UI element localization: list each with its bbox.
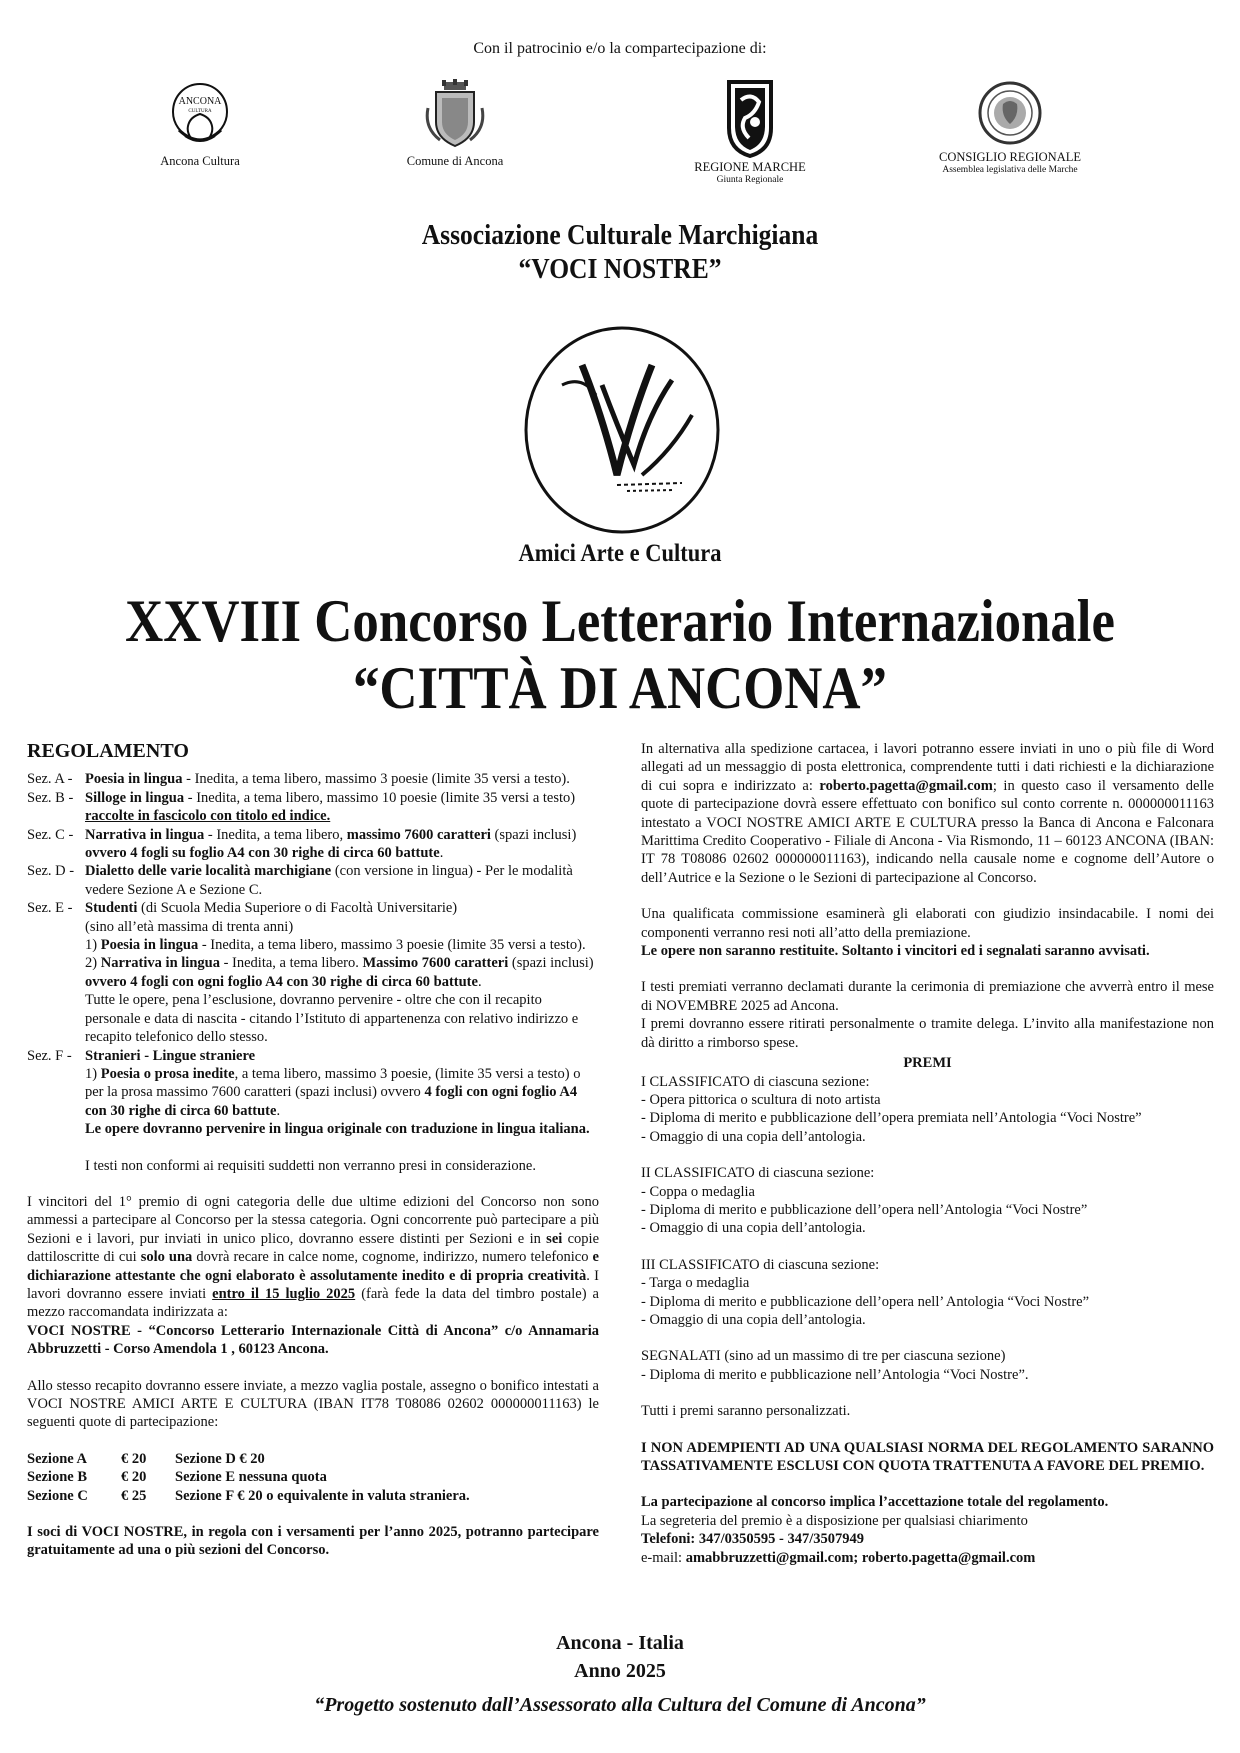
- email-submission-paragraph: [641, 740, 1214, 887]
- section-desc: - Inedita, a tema libero, massimo 3 poesie (limite 35 versi a testo).: [182, 771, 570, 788]
- text-run: I vincitori del 1° premio di ogni categoria delle due ultime edizioni del Concorso non sono ammessi a partecipare al Concorso per la stessa categoria. Ogni concorrente può partecipare a più Sezioni e i lavori, pur inviati in unico plico, dovranno essere distinti per Sezioni e in: [27, 1193, 599, 1247]
- ancona-cultura-emblem-icon: [165, 78, 235, 150]
- section-title: Studenti: [85, 900, 138, 917]
- comune-ancona-logo: [400, 78, 510, 168]
- email-label: e-mail:: [641, 1549, 686, 1566]
- members-note: I soci di VOCI NOSTRE, in regola con i versamenti per l’anno 2025, potranno partecipare gratuitamente ad una o più sezioni del Concorso.: [27, 1524, 599, 1559]
- non-conformi-note: I testi non conformi ai requisiti suddetti non verranno presi in considerazione.: [85, 1157, 536, 1174]
- list-item: - Opera pittorica o scultura di noto artista: [641, 1091, 881, 1108]
- contest-title: XXVIII Concorso Letterario Internazionale: [125, 588, 1115, 654]
- regione-marche-emblem-icon: [715, 78, 785, 158]
- list-item: - Diploma di merito e pubblicazione dell’opera nell’ Antologia “Voci Nostre”: [641, 1293, 1090, 1310]
- special-mentions: [641, 1347, 1214, 1384]
- section-e-age: (sino all’età massima di trenta anni): [85, 918, 294, 935]
- list-item: III CLASSIFICATO di ciascuna sezione:: [641, 1256, 880, 1273]
- fee-other: Sezione D € 20: [175, 1450, 265, 1467]
- section-title: Poesia in lingua: [85, 771, 183, 788]
- submission-paragraph: [27, 1193, 599, 1359]
- coat-of-arms-icon: [420, 78, 490, 150]
- section-d: [27, 862, 599, 899]
- section-b: [27, 789, 599, 826]
- section-label: Sez. E -: [27, 900, 73, 917]
- section-note: raccolte in fascicolo con titolo ed indice.: [85, 808, 331, 825]
- contest-city-title: “CITTÀ DI ANCONA”: [353, 655, 887, 721]
- first-prize: [641, 1073, 1214, 1147]
- fee-amount: € 20: [121, 1450, 147, 1467]
- ancona-cultura-label: Ancona Cultura: [160, 154, 240, 168]
- item-number: 1): [85, 1065, 101, 1082]
- rules-heading: REGOLAMENTO: [27, 740, 189, 762]
- section-title: Silloge in lingua: [85, 789, 185, 806]
- section-label: Sez. A -: [27, 771, 73, 788]
- deadline: entro il 15 luglio 2025: [212, 1285, 356, 1302]
- section-f-note: Le opere dovranno pervenire in lingua originale con traduzione in lingua italiana.: [85, 1121, 590, 1138]
- collection-paragraph: I premi dovranno essere ritirati personalmente o tramite delega. L’invito alla manifestazione non dà diritto a rimborso spese.: [641, 1016, 1214, 1051]
- fee-amount: € 20: [121, 1469, 147, 1486]
- fees-table: [27, 1450, 474, 1505]
- section-c: [27, 826, 599, 863]
- fee-section: Sezione A: [27, 1450, 88, 1467]
- footer-place: Ancona - Italia: [556, 1632, 684, 1654]
- third-prize: [641, 1256, 1214, 1330]
- list-item: - Omaggio di una copia dell’antologia.: [641, 1220, 866, 1237]
- consiglio-regionale-label: CONSIGLIO REGIONALE: [939, 150, 1081, 164]
- table-row: [27, 1450, 474, 1468]
- phone-numbers: Telefoni: 347/0350595 - 347/3507949: [641, 1531, 865, 1548]
- consiglio-regionale-sub: Assemblea legislativa delle Marche: [942, 165, 1078, 175]
- text-run: dovrà recare in calce nome, cognome, indirizzo, numero telefonico: [192, 1249, 593, 1266]
- consiglio-seal-icon: [975, 78, 1045, 148]
- ancona-cultura-inner-text: ANCONA: [178, 96, 222, 107]
- comune-ancona-label: Comune di Ancona: [406, 154, 504, 168]
- list-item: - Diploma di merito e pubblicazione dell’opera nell’Antologia “Voci Nostre”: [641, 1201, 1088, 1218]
- ancona-cultura-inner-sub: CULTURA: [188, 109, 212, 114]
- exclusion-warning: I NON ADEMPIENTI AD UNA QUALSIASI NORMA DEL REGOLAMENTO SARANNO TASSATIVAMENTE ESCLUSI CON QUOTA TRATTENUTA A FAVORE DEL PREMIO.: [641, 1439, 1214, 1474]
- item-desc: - Inedita, a tema libero.: [219, 955, 363, 972]
- regione-marche-sub: Giunta Regionale: [716, 175, 784, 185]
- regione-marche-logo: [690, 78, 810, 187]
- list-item: - Diploma di merito e pubblicazione nell’Antologia “Voci Nostre”.: [641, 1366, 1029, 1383]
- section-limit: massimo 7600 caratteri: [346, 826, 491, 843]
- list-item: II CLASSIFICATO di ciascuna sezione:: [641, 1165, 875, 1182]
- info-column: [641, 740, 1214, 1567]
- list-item: - Diploma di merito e pubblicazione dell’opera premiata nell’Antologia “Voci Nostre”: [641, 1110, 1142, 1127]
- section-desc: (spazi inclusi): [490, 826, 577, 843]
- section-title: Narrativa in lingua: [85, 826, 205, 843]
- section-title: Stranieri - Lingue straniere: [85, 1047, 256, 1064]
- table-row: [27, 1487, 474, 1505]
- text-run: . I lavori dovranno essere inviati: [27, 1267, 599, 1302]
- consiglio-regionale-logo: [930, 78, 1090, 177]
- list-item: SEGNALATI (sino ad un massimo di tre per ciascuna sezione): [641, 1348, 1006, 1365]
- section-title: Dialetto delle varie località marchigiane: [85, 863, 332, 880]
- text-run: e dichiarazione attestante che ogni elaborato è assolutamente inedito e di propria creatività: [27, 1249, 599, 1284]
- fee-amount: € 25: [121, 1487, 147, 1504]
- association-line1: Associazione Culturale Marchigiana: [421, 219, 819, 251]
- jury-paragraph: Una qualificata commissione esaminerà gli elaborati con giudizio insindacabile. I nomi dei componenti verranno resi noti all’atto della premiazione.: [641, 906, 1214, 941]
- fees-paragraph: Allo stesso recapito dovranno essere inviate, a mezzo vaglia postale, assegno o bonifico intestati a VOCI NOSTRE AMICI ARTE E CULTURA (IBAN IT78 T08086 02602 000000011163) le seguenti quote di partecipazione:: [27, 1377, 599, 1431]
- second-prize: [641, 1164, 1214, 1238]
- item-number: 2): [85, 955, 101, 972]
- regione-marche-label: REGIONE MARCHE: [694, 160, 806, 174]
- text-run: In alternativa alla spedizione cartacea, i lavori potranno essere inviati in uno o più file di Word allegati ad un messaggio di posta elettronica, comprendente tutti i dati richiesti e la dichiarazione di cui sopra e indirizzato a:: [641, 741, 1214, 794]
- section-desc: .: [439, 845, 444, 862]
- list-item: - Omaggio di una copia dell’antologia.: [641, 1311, 866, 1328]
- fee-other: Sezione F € 20 o equivalente in valuta straniera.: [175, 1487, 470, 1504]
- secretariat-note: La segreteria del premio è a disposizione per qualsiasi chiarimento: [641, 1512, 1028, 1529]
- section-a: [27, 770, 599, 788]
- text-run: solo una: [140, 1249, 193, 1266]
- item-desc: , a tema libero, massimo 3 poesie, (limite 35 versi a testo) o per la prosa massimo 7600 caratteri (spazi inclusi) ovvero: [85, 1065, 581, 1101]
- section-e: [27, 899, 599, 1046]
- item-number: 1): [85, 937, 101, 954]
- list-item: - Omaggio di una copia dell’antologia.: [641, 1128, 866, 1145]
- section-label: Sez. C -: [27, 826, 74, 843]
- fee-section: Sezione C: [27, 1487, 88, 1504]
- item-title: Poesia o prosa inedite: [100, 1065, 235, 1082]
- section-label: Sez. F -: [27, 1047, 72, 1064]
- patronage-line: Con il patrocinio e/o la compartecipazione di:: [473, 40, 767, 57]
- text-run: ; in questo caso il versamento delle quote di partecipazione dovrà essere effettuato con bonifico sul conto corrente n. 000000011163 intestato a VOCI NOSTRE AMICI ARTE E CULTURA presso la Banca di Ancona e Falconara Marittima Credito Cooperativo - Filiale di Ancona - Via Rismondo, 11 – 60123 ANCONA (IBAN: IT 78 T08086 02602 000000011163), indicando nella causale nome e cognome dell’Autore o dell’Autrice e la Sezione o le Sezioni di partecipazione al Concorso.: [641, 777, 1214, 886]
- item-format: 4 fogli con ogni foglio A4 con 30 righe di circa 60 battute: [85, 1084, 578, 1119]
- text-run: copie dattiloscritte di cui: [27, 1230, 599, 1266]
- item-desc: (spazi inclusi): [508, 955, 594, 972]
- footer-year: Anno 2025: [574, 1660, 666, 1682]
- item-desc: .: [477, 973, 482, 990]
- association-name: [74, 218, 1165, 286]
- section-f: [27, 1047, 599, 1139]
- association-subtitle: Amici Arte e Cultura: [518, 540, 722, 567]
- voci-nostre-emblem-icon: [522, 325, 722, 535]
- fee-other: Sezione E nessuna quota: [175, 1469, 327, 1486]
- item-format: ovvero 4 fogli con ogni foglio A4 con 30 righe di circa 60 battute: [85, 973, 478, 990]
- ancona-cultura-logo: [150, 78, 250, 168]
- not-returned-note: Le opere non saranno restituite. Soltanto i vincitori ed i segnalati saranno avvisati.: [641, 943, 1150, 960]
- item-title: Poesia in lingua: [100, 937, 199, 954]
- fee-section: Sezione B: [27, 1469, 88, 1486]
- footer-project: “Progetto sostenuto dall’Assessorato alla Cultura del Comune di Ancona”: [314, 1694, 926, 1716]
- text-run: (farà fede la data del timbro postale) a mezzo raccomandata indirizzata a:: [27, 1285, 599, 1321]
- section-desc: - Inedita, a tema libero,: [204, 826, 347, 843]
- item-limit: Massimo 7600 caratteri: [362, 955, 509, 972]
- section-desc: - Inedita, a tema libero, massimo 10 poesie (limite 35 versi a testo): [184, 789, 576, 806]
- email-addresses: amabbruzzetti@gmail.com; roberto.pagetta@gmail.com: [685, 1549, 1036, 1566]
- table-row: [27, 1468, 474, 1486]
- item-desc: .: [276, 1102, 281, 1119]
- acceptance-note: La partecipazione al concorso implica l’accettazione totale del regolamento.: [641, 1494, 1109, 1511]
- submission-email: roberto.pagetta@gmail.com: [819, 777, 993, 794]
- personalized-note: Tutti i premi saranno personalizzati.: [641, 1403, 851, 1420]
- section-format: ovvero 4 fogli su foglio A4 con 30 righe di circa 60 battute: [85, 845, 440, 862]
- section-label: Sez. D -: [27, 863, 75, 880]
- mailing-address: VOCI NOSTRE - “Concorso Letterario Internazionale Città di Ancona” c/o Annamaria Abbruzzetti - Corso Amendola 1 , 60123 Ancona.: [27, 1322, 599, 1358]
- list-item: I CLASSIFICATO di ciascuna sezione:: [641, 1073, 870, 1090]
- prizes-heading: PREMI: [903, 1055, 952, 1072]
- list-item: - Coppa o medaglia: [641, 1183, 755, 1200]
- section-desc: (con versione in lingua) - Per le modalità vedere Sezione A e Sezione C.: [85, 863, 573, 898]
- contact-emails: [641, 1549, 1214, 1567]
- rules-column: [27, 740, 599, 1560]
- text-run: sei: [546, 1230, 563, 1247]
- association-line2: “VOCI NOSTRE”: [518, 253, 722, 285]
- list-item: - Targa o medaglia: [641, 1275, 750, 1292]
- section-desc: (di Scuola Media Superiore o di Facoltà Universitarie): [137, 900, 458, 917]
- item-desc: - Inedita, a tema libero, massimo 3 poesie (limite 35 versi a testo).: [198, 937, 586, 954]
- sponsor-logos: [0, 78, 1240, 198]
- item-title: Narrativa in lingua: [100, 955, 220, 972]
- ceremony-paragraph: I testi premiati verranno declamati durante la cerimonia di premiazione che avverrà entro il mese di NOVEMBRE 2025 ad Ancona.: [641, 979, 1214, 1014]
- section-e-note: Tutte le opere, pena l’esclusione, dovranno pervenire - oltre che con il recapito personale e data di nascita - citando l’Istituto di appartenenza con relativo indirizzo e recapito telefonico dello stesso.: [85, 992, 579, 1046]
- section-label: Sez. B -: [27, 789, 74, 806]
